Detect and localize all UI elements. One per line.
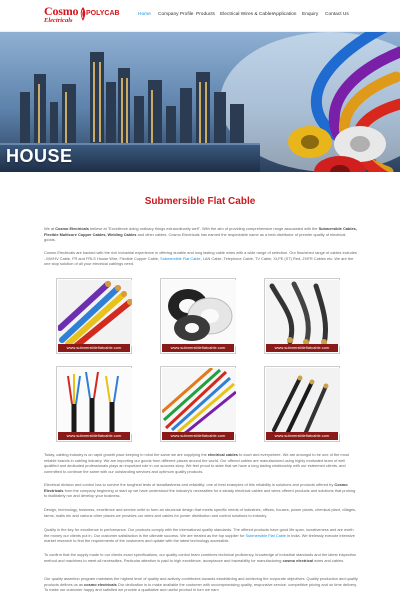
body-highlight: cosmo electricals bbox=[84, 581, 117, 587]
gallery-item-4[interactable] bbox=[56, 366, 132, 442]
intro-paragraph-2 bbox=[44, 250, 358, 267]
intro-brand: Cosmo Electricals bbox=[55, 226, 89, 231]
gallery-caption: www.submersibleflatcable.com bbox=[162, 432, 234, 440]
nav-electrical-wires-cables[interactable]: Electrical Wires & Cables bbox=[220, 12, 274, 17]
nav-home[interactable]: Home bbox=[138, 12, 151, 17]
gallery-item-2[interactable] bbox=[160, 278, 236, 354]
multicolor-wires-image bbox=[58, 280, 132, 346]
nav-products[interactable]: Products bbox=[196, 12, 215, 17]
intro-text: We at bbox=[44, 226, 55, 231]
hero-banner bbox=[0, 32, 400, 172]
gallery-item-6[interactable] bbox=[264, 366, 340, 442]
intro-text: Cosmo Electricals are backed with the rich industrial experience in offering durable and long lasting cable wires with a wide range of selection. Our flourished range of cables includes - MV/HV Cable, FR and FRLS House Wire, Flexible Copper Cable, bbox=[44, 250, 357, 261]
body-text: Our dedication is to make available the customer with uncompromising quality, responsive service, competitive pricing and on time delivery. To make our customer happy and satisfied we provide a qualitative and useful product in turn we earn bbox=[44, 581, 358, 593]
body-paragraph-2 bbox=[44, 482, 358, 499]
cable-coils-image bbox=[162, 280, 236, 346]
intro-text: LAN Cable, Telephone Cable, TV Cable, XLPE (ST) Red, ZHFR Cables etc. We are the one stop solution of all your electrical cablings need. bbox=[44, 255, 354, 267]
site-header bbox=[0, 0, 400, 32]
body-text: To confirm that the supply made to our clients exact specifications, our quality control team combines technical proficiency, knowledge of industrial standards and the latest inspection method and machines to meet all necessities. Particular attention is paid to high excellence, acceptance and traceability for manufacturing bbox=[44, 552, 357, 563]
intro-products: Submersible Cables, Flexible Multicore Copper Cables, Welding Cables bbox=[44, 226, 357, 237]
flexible-cables-image bbox=[266, 368, 340, 434]
body-highlight: electrical cables bbox=[207, 452, 238, 457]
logo-primary: Cosmo bbox=[44, 4, 79, 18]
intro-text: and other cables. Cosmo Electricals has earned the respectable name as a best distributor of premier quality of electrical goods. bbox=[44, 231, 346, 243]
gallery-caption: www.submersibleflatcable.com bbox=[58, 432, 130, 440]
body-highlight: cosmo electrical bbox=[282, 557, 314, 563]
multicore-cables-image bbox=[58, 368, 132, 434]
armoured-cables-image bbox=[266, 280, 340, 346]
body-text: Quality is the key for excellence in performance. Our products comply with the international quality standards. The offered products have good life span, lucrativeness and are worth the money our clients put in. Our customer satisfaction is the ultimate success. We are treated as the top supplier for bbox=[44, 527, 354, 538]
body-text: Electrical division and control has to survive the toughest tests of steadfastness and reliability: one of best examples of this reliability is solutions and products offered by bbox=[44, 482, 334, 487]
gallery-item-3[interactable] bbox=[264, 278, 340, 354]
gallery-caption: www.submersibleflatcable.com bbox=[58, 344, 130, 352]
body-text: from the company beginning or start up we have understood the industry's necessities for a steady electrical cables and wires offered products and solutions that prolong to facilitately run and develop your business. bbox=[44, 487, 356, 499]
submersible-flat-cable-link[interactable]: Submersible Flat Cable bbox=[245, 532, 286, 538]
body-paragraph-3: Design, technology, business, excellence and service unite to form an structural design that meets specific needs of industries, offices, houses, power plants, chemical plant, villages, farms, malls etc and various other places we provides our wires and cables for power distribution and control solutions to industry. bbox=[44, 507, 357, 518]
brand-logo[interactable] bbox=[44, 4, 120, 28]
logo-partner: POLYCAB bbox=[86, 10, 120, 17]
gallery-item-1[interactable] bbox=[56, 278, 132, 354]
nav-contact-us[interactable]: Contact Us bbox=[325, 12, 349, 17]
gallery-caption: www.submersibleflatcable.com bbox=[266, 344, 338, 352]
body-paragraph-5 bbox=[44, 552, 358, 563]
colored-wire-bundle-image bbox=[162, 368, 236, 434]
body-paragraph-1 bbox=[44, 452, 358, 474]
nav-company-profile[interactable]: Company Profile bbox=[158, 12, 194, 17]
gallery-item-5[interactable] bbox=[160, 366, 236, 442]
hero-caption: HOUSE bbox=[6, 146, 73, 166]
body-paragraph-6 bbox=[44, 576, 358, 593]
intro-paragraph-1 bbox=[44, 226, 358, 243]
body-text: wires and cables. bbox=[314, 557, 345, 563]
submersible-flat-cable-link[interactable]: Submersible Flat Cable, bbox=[160, 255, 202, 261]
gallery-caption: www.submersibleflatcable.com bbox=[162, 344, 234, 352]
body-highlight: Cosmo Electricals bbox=[44, 482, 348, 493]
body-text: Our quality assertion program maintains the highest level of quality and actively contributes towards establishing and achieving the corporate objectives. Quality production and quality products defines us as bbox=[44, 576, 358, 587]
body-paragraph-4 bbox=[44, 527, 358, 544]
intro-text: believe at "Excellence doing ordinary things extraordinarily well". With the aim of providing comprehensive range associated with the bbox=[90, 226, 318, 231]
body-text: to each and everywhere. We are amongst to be one of the most reliable brands in cabling industry. We are importing our goods from different places around the world. Our offered cables are manufactured using highly motivated team of well qualified and dedicated professionals plays an important role in our success story. We feel proud to state that we have a long lasting relationship with our esteemed clients, and committed to continue the same with our outstanding services and optimum quality products. bbox=[44, 452, 349, 474]
body-text: Today, cabling industry is on rapid growth pace keeping in mind the same we are supplying the bbox=[44, 452, 207, 457]
main-nav bbox=[132, 12, 352, 22]
gallery-caption: www.submersibleflatcable.com bbox=[266, 432, 338, 440]
nav-enquiry[interactable]: Enquiry bbox=[302, 12, 319, 17]
page-title: Submersible Flat Cable bbox=[144, 196, 256, 207]
body-text: in India. We tirelessly execute intensive market research to find the requirements of the customers and update with the latest technology accessible. bbox=[44, 532, 355, 544]
logo-secondary: Electricals bbox=[44, 17, 73, 24]
nav-application[interactable]: Application bbox=[273, 12, 297, 17]
